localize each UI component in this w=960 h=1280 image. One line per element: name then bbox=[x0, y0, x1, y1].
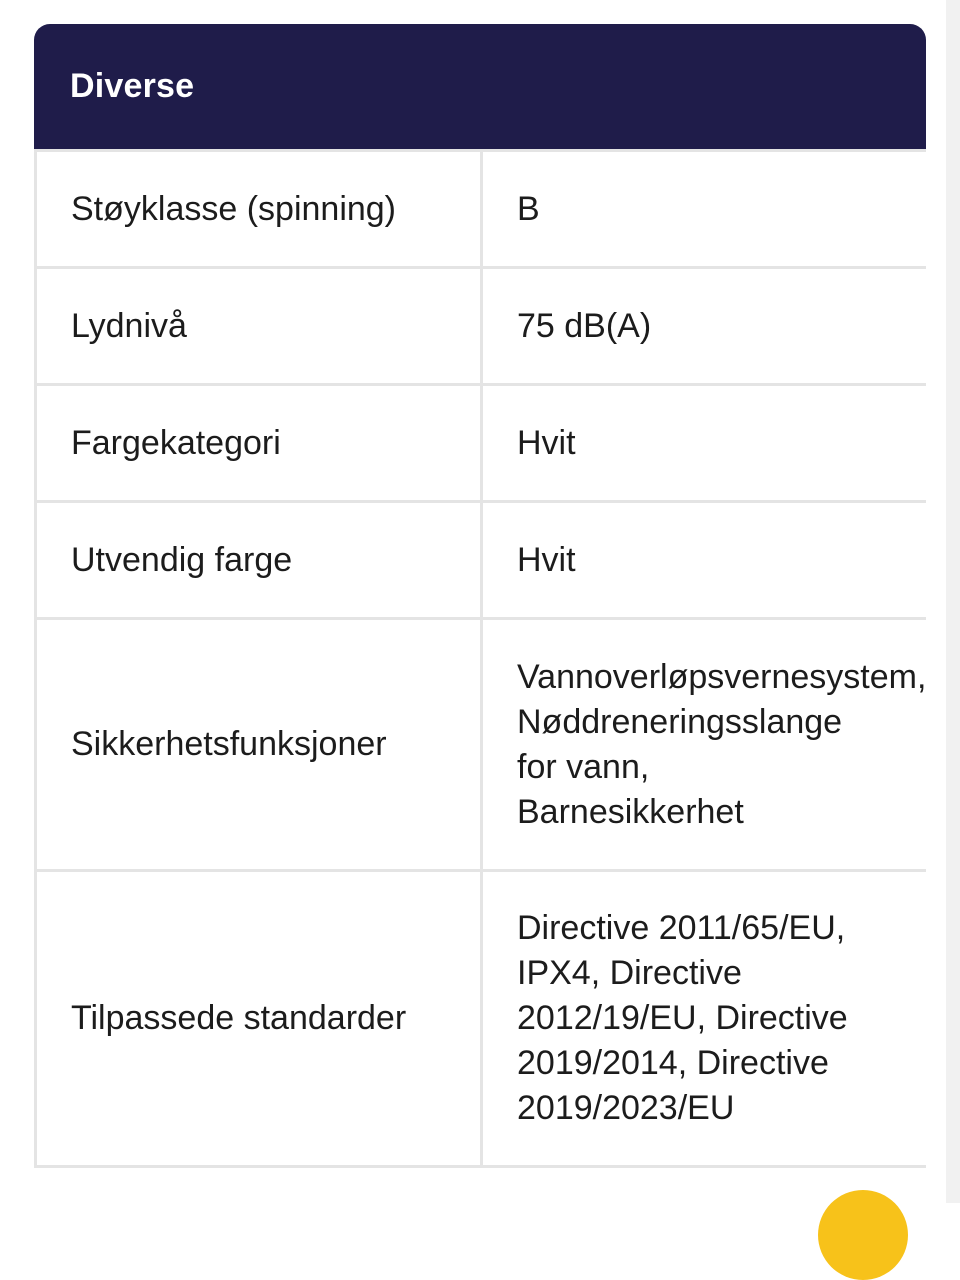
spec-key: Støyklasse (spinning) bbox=[36, 151, 482, 268]
spec-row-standards bbox=[36, 871, 927, 1167]
spec-card bbox=[34, 24, 926, 1168]
spec-key: Utvendig farge bbox=[36, 502, 482, 619]
spec-table bbox=[34, 149, 926, 1168]
spec-row-noise-class bbox=[36, 151, 927, 268]
spec-value-line: Directive 2011/65/EU, bbox=[517, 909, 846, 947]
floating-action-button[interactable] bbox=[818, 1190, 908, 1280]
spec-key: Sikkerhetsfunksjoner bbox=[36, 619, 482, 871]
spec-value-line: 2019/2023/EU bbox=[517, 1089, 735, 1127]
section-title: Diverse bbox=[70, 67, 195, 105]
spec-row-sound-level bbox=[36, 268, 927, 385]
spec-value bbox=[482, 268, 927, 385]
spec-value-line: Barnesikkerhet bbox=[517, 792, 744, 831]
spec-value-line: 2019/2014, Directive bbox=[517, 1044, 829, 1082]
page-scrollbar[interactable] bbox=[946, 0, 960, 1203]
spec-value-line: for vann, bbox=[517, 747, 650, 786]
spec-value-line: Hvit bbox=[517, 540, 576, 579]
spec-value-line: 75 dB(A) bbox=[517, 306, 652, 345]
spec-value-line: Vannoverløpsvernesystem, bbox=[517, 657, 926, 696]
spec-key: Tilpassede standarder bbox=[36, 871, 482, 1167]
spec-value bbox=[482, 619, 927, 871]
spec-row-safety-features bbox=[36, 619, 927, 871]
spec-key: Lydnivå bbox=[36, 268, 482, 385]
spec-value-line: B bbox=[517, 189, 540, 228]
spec-value bbox=[482, 871, 927, 1167]
spec-row-exterior-color bbox=[36, 502, 927, 619]
spec-value-line: IPX4, Directive bbox=[517, 954, 742, 992]
section-header[interactable] bbox=[34, 24, 926, 149]
spec-value-line: 2012/19/EU, Directive bbox=[517, 999, 848, 1037]
spec-key: Fargekategori bbox=[36, 385, 482, 502]
spec-value-line: Nøddreneringsslange bbox=[517, 702, 843, 741]
spec-value-line: Hvit bbox=[517, 423, 576, 462]
spec-value bbox=[482, 151, 927, 268]
spec-row-color-category bbox=[36, 385, 927, 502]
spec-value bbox=[482, 502, 927, 619]
spec-value bbox=[482, 385, 927, 502]
